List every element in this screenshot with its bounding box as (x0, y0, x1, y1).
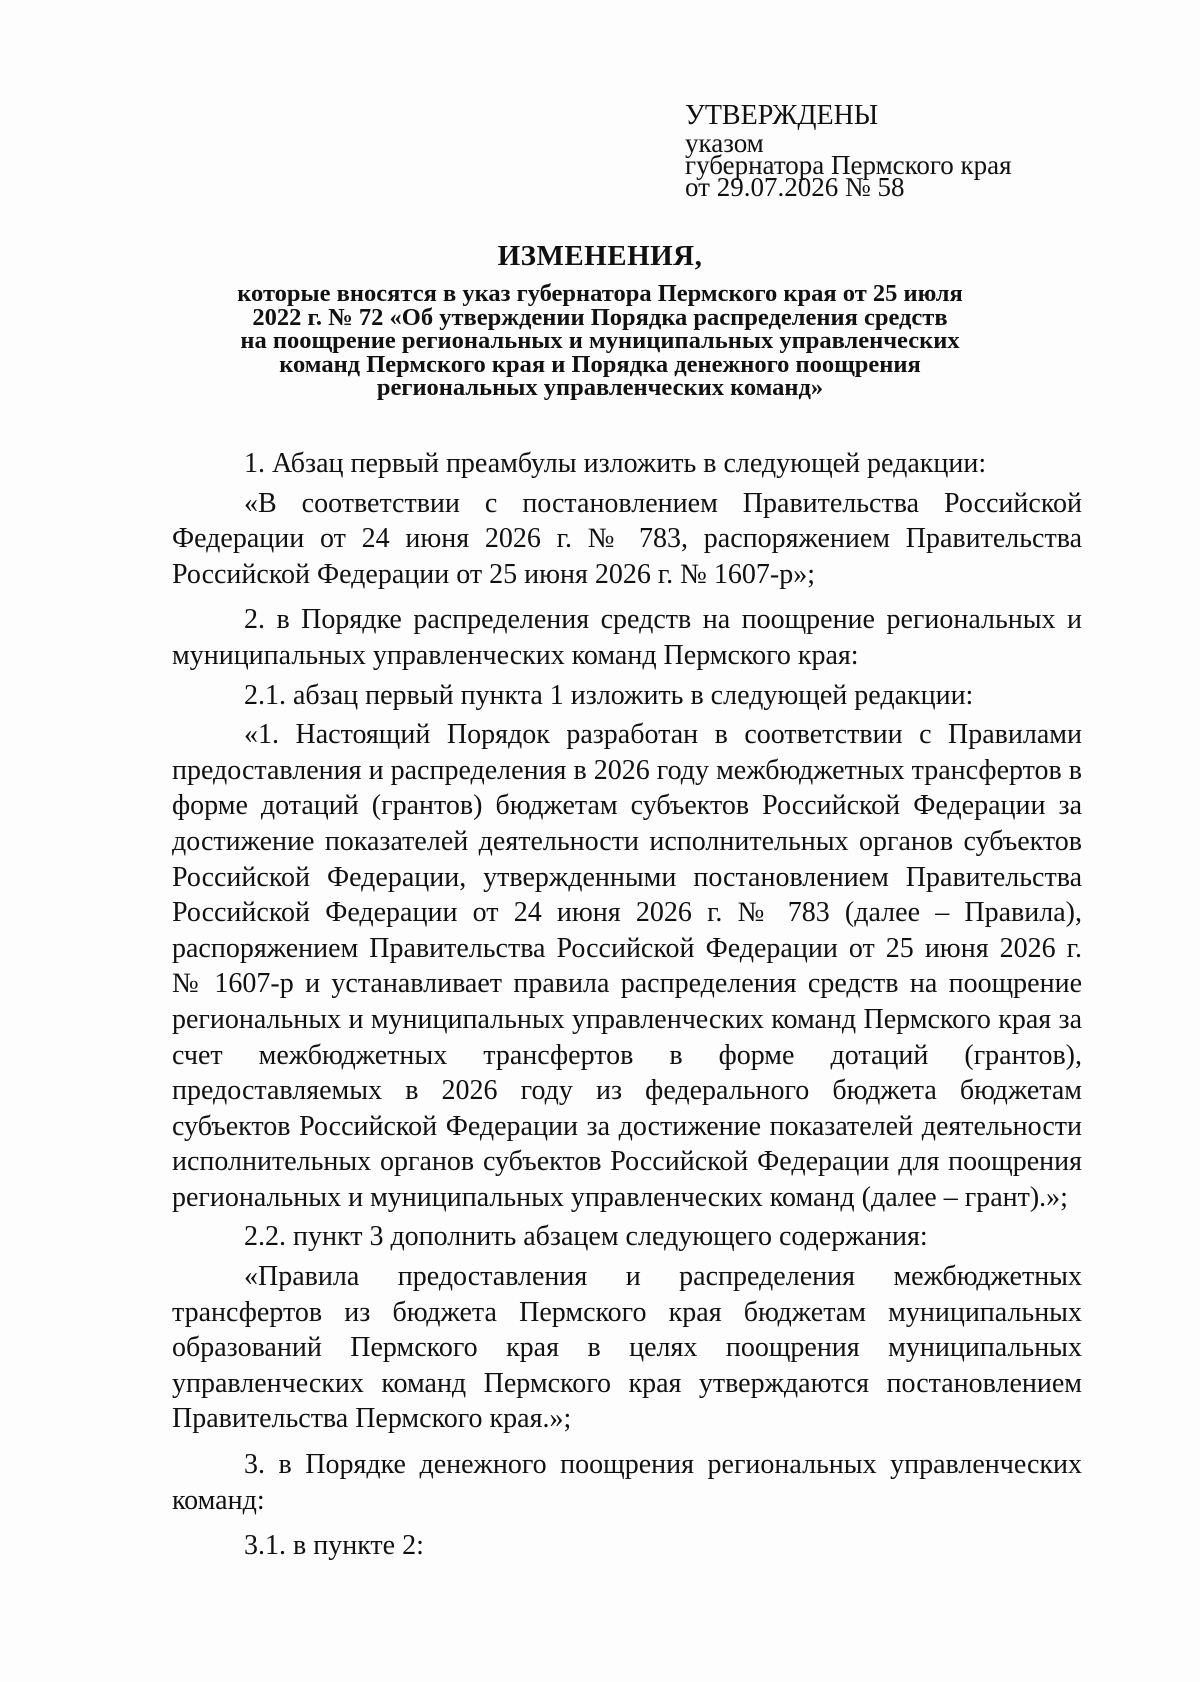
approval-heading: УТВЕРЖДЕНЫ (685, 100, 879, 131)
approval-line: от 29.07.2026 № 58 (685, 172, 905, 202)
document-body (172, 446, 1082, 1564)
approval-line: губернатора Пермского края (685, 150, 1012, 180)
approval-block (685, 100, 1065, 202)
subtitle-line: которые вносятся в указ губернатора Пермского края от 25 июля (237, 280, 963, 307)
subtitle-line: региональных управленческих команд» (376, 374, 824, 401)
paragraph: 3. в Порядке денежного поощрения региональных управленческих команд: (172, 1449, 1082, 1516)
approval-line: указом (685, 128, 764, 158)
document-title: ИЗМЕНЕНИЯ, (497, 240, 703, 272)
paragraph: 1. Абзац первый преамбулы изложить в следующей редакции: (244, 448, 987, 479)
paragraph: 2.2. пункт 3 дополнить абзацем следующего содержания: (244, 1221, 928, 1253)
paragraph: 2.1. абзац первый пункта 1 изложить в следующей редакции: (244, 679, 974, 711)
paragraph: «Правила предоставления и распределения межбюджетных трансфертов из бюджета Пермского края бюджетам муниципальных образований Пермского края в целях поощрения муниципальных управленческих команд Пермского края утверждаются постановлением Правительства Пермского края.»; (172, 1261, 1082, 1435)
subtitle-line: 2022 г. № 72 «Об утверждении Порядка распределения средств (252, 303, 948, 331)
paragraph: 3.1. в пункте 2: (244, 1530, 424, 1562)
paragraph: 2. в Порядке распределения средств на поощрение региональных и муниципальных управленческих команд Пермского края: (172, 604, 1082, 671)
paragraph: «1. Настоящий Порядок разработан в соответствии с Правилами предоставления и распределения в 2026 году межбюджетных трансфертов в форме дотаций (грантов) бюджетам субъектов Российской Федерации за достижение показателей деятельности исполнительных органов субъектов Российской Федерации, утвержденными постановлением Правительства Российской Федерации от 24 июня 2026 г. № 783 (далее – Правила), распоряжением Правительства Российской Федерации от 25 июня 2026 г. № 1607-р и устанавливает правила распределения средств на поощрение региональных и муниципальных управленческих команд Пермского края за счет межбюджетных трансфертов в форме дотаций (грантов), предоставляемых в 2026 году из федерального бюджета бюджетам субъектов Российской Федерации за достижение показателей деятельности исполнительных органов субъектов Российской Федерации для поощрения региональных и муниципальных управленческих команд (далее – грант).»; (172, 719, 1082, 1213)
document-subtitle (175, 282, 1025, 400)
subtitle-line: на поощрение региональных и муниципальных управленческих (240, 327, 960, 354)
paragraph: «В соответствии с постановлением Правительства Российской Федерации от 24 июня 2026 г. № 783, распоряжением Правительства Российской Федерации от 25 июня 2026 г. № 1607-р»; (172, 487, 1082, 590)
subtitle-line: команд Пермского края и Порядка денежного поощрения (279, 350, 921, 378)
